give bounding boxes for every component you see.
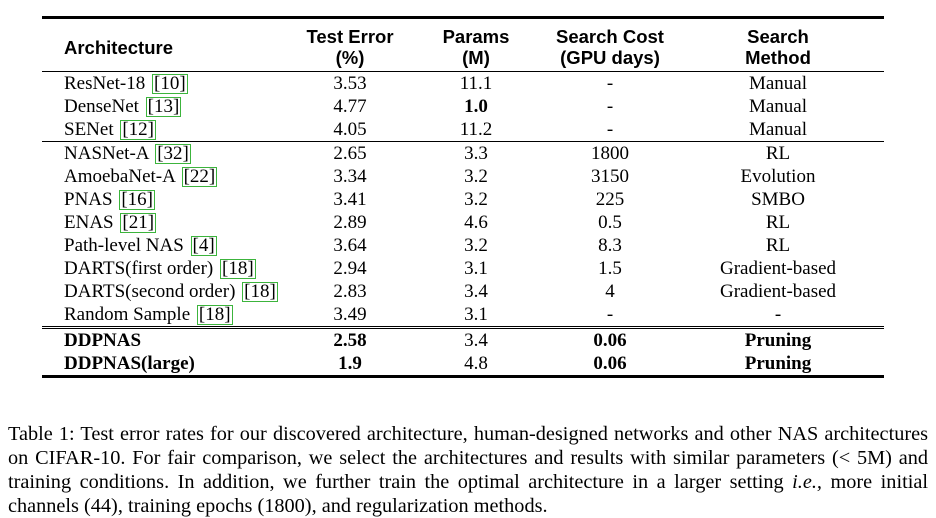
cell-search-method: - <box>774 304 782 325</box>
header-search-method <box>672 19 884 72</box>
table-row <box>42 72 884 96</box>
citation-link[interactable]: [21] <box>122 212 155 233</box>
cell-test-error: 2.58 <box>296 328 404 353</box>
table-row <box>42 234 884 257</box>
cell-params: 4.8 <box>464 353 488 374</box>
cell-search-cost: - <box>606 304 614 325</box>
cell-search-method: Manual <box>748 119 808 140</box>
table-header <box>42 19 884 72</box>
cell-architecture <box>42 257 296 280</box>
architecture-name: DDPNAS <box>64 330 142 351</box>
table-row <box>42 257 884 280</box>
table-row <box>42 280 884 303</box>
table-row <box>42 142 884 166</box>
citation-link[interactable]: [22] <box>183 166 216 187</box>
cell-architecture <box>42 211 296 234</box>
header-search-cost <box>548 19 672 72</box>
cell-search-method: Evolution <box>740 166 816 187</box>
architecture-name: NASNet-A <box>64 143 149 164</box>
cell-architecture <box>42 95 296 118</box>
cell-params: 11.1 <box>404 72 548 96</box>
architecture-name: DARTS(second order) <box>64 281 236 302</box>
architecture-name: ENAS <box>64 212 114 233</box>
cell-test-error: 2.83 <box>333 281 367 302</box>
header-test-error-line1: Test Error <box>306 26 394 47</box>
citation-link[interactable]: [13] <box>147 96 180 117</box>
citation-link[interactable]: [18] <box>198 304 231 325</box>
architecture-name: PNAS <box>64 189 113 210</box>
header-architecture <box>42 19 296 72</box>
cell-search-method: Gradient-based <box>719 281 837 302</box>
table-row <box>42 352 884 375</box>
table-caption <box>8 422 928 518</box>
header-search-cost-line1: Search Cost <box>556 26 664 47</box>
cell-search-cost: 4 <box>605 281 615 302</box>
cell-test-error: 4.77 <box>333 96 367 117</box>
cell-architecture <box>42 165 296 188</box>
citation-link[interactable]: [16] <box>121 189 153 210</box>
cell-params: 3.2 <box>464 235 488 256</box>
cell-params: 1.0 <box>464 96 488 117</box>
cell-search-cost: - <box>606 96 614 117</box>
cell-search-method: RL <box>672 142 884 166</box>
cell-search-method: Pruning <box>744 353 812 374</box>
cell-architecture <box>42 188 296 211</box>
architecture-name: AmoebaNet-A <box>64 166 175 187</box>
cell-architecture <box>42 72 296 96</box>
cell-test-error: 3.49 <box>333 304 367 325</box>
architecture-name: DARTS(first order) <box>64 258 214 279</box>
cell-test-error: 2.94 <box>333 258 367 279</box>
citation-link[interactable]: [12] <box>122 119 155 140</box>
citation-link[interactable]: [18] <box>244 281 276 302</box>
table-row <box>42 95 884 118</box>
architecture-name: DenseNet <box>64 96 139 117</box>
cell-search-cost: 0.5 <box>598 212 622 233</box>
header-search-method-line1: Search <box>747 26 809 47</box>
results-table <box>42 19 884 375</box>
cell-test-error: 3.53 <box>296 72 404 96</box>
header-search-method-line2: Method <box>745 47 811 68</box>
cell-search-method: Manual <box>672 72 884 96</box>
caption-italic: i.e., <box>792 471 823 494</box>
header-architecture-line1: Architecture <box>64 36 173 58</box>
cell-params: 3.4 <box>464 281 488 302</box>
cell-params: 11.2 <box>459 119 493 140</box>
cell-test-error: 3.41 <box>333 189 367 210</box>
caption-text-part2: more initial channels (44), training epochs (1800), and regularization methods. <box>8 471 928 518</box>
table-row <box>42 118 884 142</box>
cell-architecture <box>42 142 296 166</box>
cell-search-cost: 3150 <box>591 166 629 187</box>
citation-link[interactable]: [4] <box>192 235 215 256</box>
header-params-line2: (M) <box>462 47 490 68</box>
cell-search-cost: - <box>606 119 614 140</box>
table-body <box>42 72 884 376</box>
caption-text-part1: Table 1: Test error rates for our discovered architecture, human-designed networks and other NAS architectures on CIFAR-10. For fair comparison, we select the architectures and results with similar parameters (< 5M) and training conditions. In addition, we further train the optimal architecture in a larger setting <box>8 423 928 494</box>
cell-search-method: RL <box>765 235 791 256</box>
cell-params: 3.3 <box>404 142 548 166</box>
cell-search-cost: 0.06 <box>593 353 627 374</box>
citation-link[interactable]: [32] <box>157 143 189 164</box>
table-row <box>42 165 884 188</box>
cell-architecture <box>42 352 296 375</box>
cell-test-error: 1.9 <box>338 353 362 374</box>
cell-search-cost: - <box>548 72 672 96</box>
cell-params: 3.2 <box>464 189 488 210</box>
header-row <box>42 19 884 72</box>
results-table-container <box>42 16 884 378</box>
architecture-name: Random Sample <box>64 304 191 325</box>
header-search-cost-line2: (GPU days) <box>560 47 660 68</box>
cell-params: 3.2 <box>464 166 488 187</box>
cell-search-cost: 8.3 <box>598 235 622 256</box>
cell-architecture <box>42 303 296 328</box>
cell-architecture <box>42 280 296 303</box>
cell-params: 4.6 <box>464 212 488 233</box>
cell-params: 3.4 <box>404 328 548 353</box>
cell-architecture <box>42 234 296 257</box>
cell-test-error: 3.34 <box>333 166 367 187</box>
cell-search-cost: 225 <box>595 189 625 210</box>
cell-params: 3.1 <box>464 258 488 279</box>
cell-test-error: 4.05 <box>333 119 367 140</box>
table-row <box>42 188 884 211</box>
header-params-line1: Params <box>442 26 510 47</box>
cell-search-cost: 0.06 <box>548 328 672 353</box>
cell-search-cost: 1.5 <box>598 258 622 279</box>
header-test-error-line2: (%) <box>335 47 365 68</box>
architecture-name: Path-level NAS <box>64 235 184 256</box>
table-row <box>42 303 884 328</box>
header-params <box>404 19 548 72</box>
citation-link[interactable]: [18] <box>222 258 254 279</box>
cell-search-method: SMBO <box>751 189 805 210</box>
cell-search-method: RL <box>765 212 791 233</box>
citation-link[interactable]: [10] <box>154 73 186 94</box>
header-test-error <box>296 19 404 72</box>
architecture-name: SENet <box>64 119 114 140</box>
cell-architecture <box>42 328 296 353</box>
architecture-name: DDPNAS(large) <box>64 353 195 374</box>
architecture-name: ResNet-18 <box>64 73 146 94</box>
cell-test-error: 2.65 <box>296 142 404 166</box>
table-row <box>42 328 884 353</box>
table-row <box>42 211 884 234</box>
table-bottom-rule <box>42 375 884 378</box>
cell-test-error: 3.64 <box>333 235 367 256</box>
cell-search-method: Manual <box>748 96 808 117</box>
cell-params: 3.1 <box>464 304 488 325</box>
cell-test-error: 2.89 <box>333 212 367 233</box>
cell-search-cost: 1800 <box>548 142 672 166</box>
cell-search-method: Pruning <box>672 328 884 353</box>
cell-search-method: Gradient-based <box>719 258 837 279</box>
cell-architecture <box>42 118 296 142</box>
